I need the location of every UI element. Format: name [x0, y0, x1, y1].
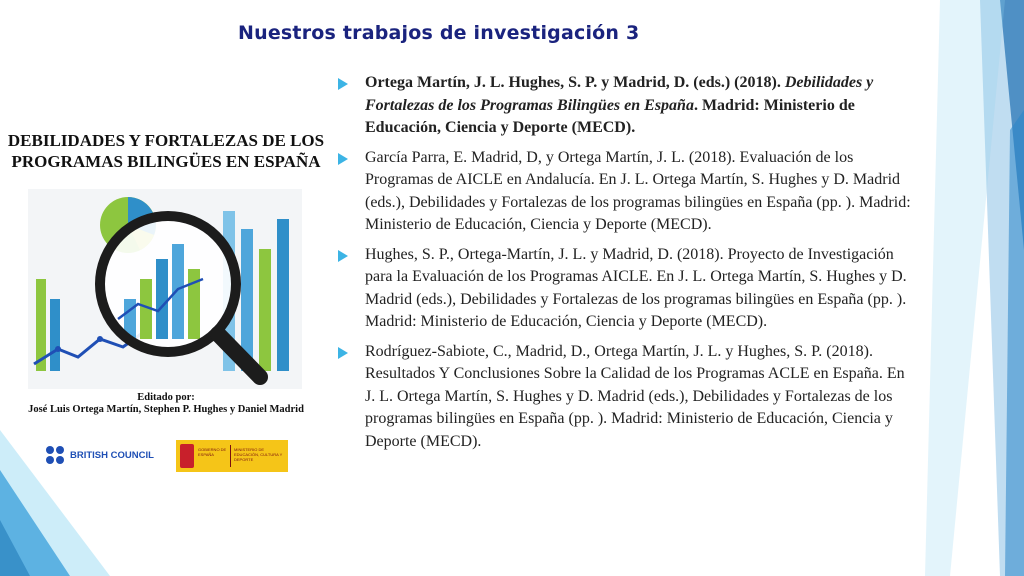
edited-by-label: Editado por:	[137, 392, 195, 403]
reference-item: Rodríguez-Sabiote, C., Madrid, D., Ortega Martín, J. L. y Hughes, S. P. (2018). Resultados Y Conclusiones Sobre la Calidad de los Programas ACLE en España. En J. L. Ortega Martín, S. Hughes y D. Madrid (eds.), Debilidades y Fortalezas de los programas bilingües en España (pp. ). Madrid: Ministerio de Educación, Ciencia y Deporte (MECD).	[336, 341, 914, 454]
reference-item: Hughes, S. P., Ortega-Martín, J. L. y Madrid, D. (2018). Proyecto de Investigación para la Evaluación de los Programas AICLE. En J. L. Ortega Martín, S. Hughes y D. Madrid (eds.), Debilidades y Fortalezas de los programas bilingües en España (pp. ). Madrid: Ministerio de Educación, Ciencia y Deporte (MECD).	[336, 244, 914, 334]
editors-names: José Luis Ortega Martín, Stephen P. Hughes y Daniel Madrid	[28, 404, 304, 415]
spain-shield-icon	[180, 444, 194, 468]
slide-title: Nuestros trabajos de investigación 3	[238, 22, 640, 44]
british-council-dots-icon	[46, 446, 66, 464]
reference-list	[336, 72, 914, 460]
editors-block	[0, 392, 332, 416]
gobierno-text: GOBIERNO DE ESPAÑA	[198, 447, 227, 457]
book-title: DEBILIDADES Y FORTALEZAS DE LOS PROGRAMAS BILINGÜES EN ESPAÑA	[7, 131, 325, 171]
reference-item: Ortega Martín, J. L. Hughes, S. P. y Madrid, D. (eds.) (2018). Debilidades y Fortalezas de los Programas Bilingües en España. Madrid: Ministerio de Educación, Ciencia y Deporte (MECD).	[336, 72, 914, 140]
magnifier-chart-illustration	[28, 189, 302, 389]
british-council-logo	[46, 446, 154, 464]
ministerio-logo	[176, 440, 288, 472]
reference-item: García Parra, E. Madrid, D, y Ortega Martín, J. L. (2018). Evaluación de los Programas de AICLE en Andalucía. En J. L. Ortega Martín, S. Hughes y D. Madrid (eds.), Debilidades y Fortalezas de los programas bilingües en España (pp. ). Madrid: Ministerio de Educación, Ciencia y Deporte (MECD).	[336, 147, 914, 237]
ministerio-text: MINISTERIO DE EDUCACIÓN, CULTURA Y DEPORTE	[234, 447, 283, 462]
triangle-bullet-icon	[338, 153, 348, 165]
british-council-text: BRITISH COUNCIL	[70, 449, 154, 461]
book-cover	[0, 128, 332, 478]
triangle-bullet-icon	[338, 78, 348, 90]
triangle-bullet-icon	[338, 347, 348, 359]
triangle-bullet-icon	[338, 250, 348, 262]
publisher-logos	[46, 440, 316, 476]
